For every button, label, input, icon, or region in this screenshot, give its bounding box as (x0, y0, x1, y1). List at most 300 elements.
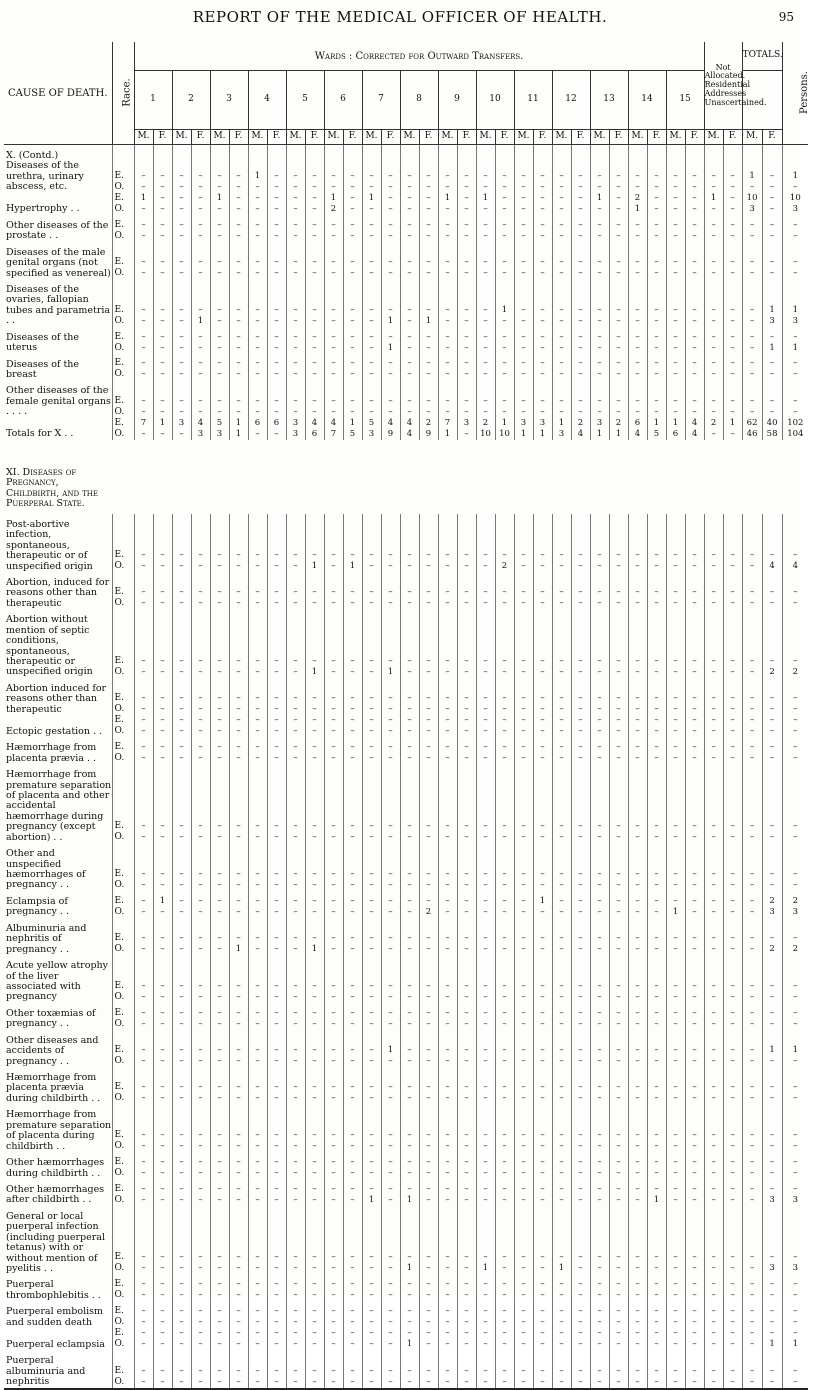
count-value: – (141, 980, 146, 991)
count-cell (343, 354, 362, 381)
count-value: 1 (672, 906, 679, 917)
count-value: – (692, 1328, 697, 1339)
count-value: – (711, 655, 716, 666)
count-value: – (730, 742, 735, 753)
count-cell (229, 145, 248, 193)
count-value: – (692, 753, 697, 764)
count-value: – (179, 1194, 184, 1205)
count-value: – (597, 1007, 602, 1018)
count-cell (191, 354, 210, 381)
count-value: – (255, 1306, 260, 1317)
count-cell (647, 1003, 666, 1030)
count-cell (514, 1274, 533, 1301)
count-value: – (749, 1376, 755, 1387)
count-value: 1 (406, 1263, 413, 1274)
count-value: 1 (368, 192, 375, 203)
count-cell (286, 843, 305, 891)
count-value: – (483, 879, 488, 890)
count-value: – (407, 560, 412, 571)
count-value: – (483, 331, 488, 342)
count-value: – (160, 267, 165, 278)
count-cell (400, 354, 419, 381)
count-value: – (540, 549, 545, 560)
persons-cell (782, 1152, 808, 1179)
count-value: – (616, 879, 621, 890)
count-value: – (730, 1183, 735, 1194)
race-codes (112, 843, 134, 891)
count-cell (248, 145, 267, 193)
count-value: – (445, 1328, 450, 1339)
count-cell (362, 1067, 381, 1104)
count-value: – (217, 1082, 222, 1093)
count-value: – (141, 315, 146, 326)
count-value: – (464, 715, 469, 726)
count-cell (476, 1003, 495, 1030)
count-value: – (141, 256, 146, 267)
count-cell (400, 843, 419, 891)
count-cell (704, 242, 723, 279)
count-value: – (692, 560, 697, 571)
count-cell (229, 891, 248, 918)
count-value: – (141, 1018, 146, 1029)
count-cell (533, 1152, 552, 1179)
cause-label-text: Hypertrophy . . (6, 203, 80, 215)
count-value: – (483, 395, 488, 406)
count-value: – (350, 358, 355, 369)
count-value: – (559, 331, 564, 342)
count-value: – (274, 879, 279, 890)
count-value: – (769, 1279, 775, 1290)
count-value: – (730, 1167, 735, 1178)
cause-label (4, 955, 112, 1003)
count-value: 2 (330, 203, 337, 214)
count-value: 5 (653, 428, 660, 439)
count-value: – (350, 895, 355, 906)
count-cell (723, 1206, 742, 1275)
count-cell (609, 678, 628, 715)
count-value: 2 (482, 417, 489, 428)
count-cell (172, 1179, 191, 1206)
count-value: – (236, 753, 241, 764)
count-cell (723, 1030, 742, 1067)
count-value: – (635, 655, 640, 666)
count-value: – (540, 587, 545, 598)
count-value: – (198, 230, 203, 241)
count-cell (552, 1104, 571, 1152)
count-cell (362, 891, 381, 918)
count-cell (286, 955, 305, 1003)
count-value: – (350, 944, 355, 955)
count-value: – (730, 406, 735, 417)
count-value: – (597, 1328, 602, 1339)
count-value: – (521, 304, 526, 315)
count-cell (647, 193, 666, 215)
count-value: – (407, 1018, 412, 1029)
count-value: – (521, 655, 526, 666)
count-cell (248, 678, 267, 715)
count-value: – (635, 1018, 640, 1029)
count-cell (495, 1067, 514, 1104)
race-codes (112, 242, 134, 279)
count-value: – (711, 666, 716, 677)
count-cell (153, 145, 172, 193)
count-cell (571, 1301, 590, 1328)
count-cell (457, 514, 476, 572)
race-codes (112, 418, 134, 440)
count-cell (210, 242, 229, 279)
count-value: – (749, 933, 755, 944)
count-cell (628, 354, 647, 381)
count-cell (286, 1301, 305, 1328)
count-value: – (540, 560, 545, 571)
count-value: – (293, 1167, 298, 1178)
count-value: – (293, 1056, 298, 1066)
count-value: – (236, 906, 241, 917)
count-cell (495, 715, 514, 737)
count-value: – (730, 666, 735, 677)
count-value: – (540, 1167, 545, 1178)
count-value: – (692, 1007, 697, 1018)
count-value: – (445, 693, 450, 704)
count-cell (590, 279, 609, 327)
count-value: – (654, 598, 659, 609)
count-cell (647, 215, 666, 242)
count-cell (324, 1274, 343, 1301)
count-value: – (793, 1082, 798, 1093)
count-value: – (692, 1365, 697, 1376)
count-cell (267, 678, 286, 715)
count-value: – (369, 742, 374, 753)
race-codes (112, 737, 134, 764)
count-cell (533, 1206, 552, 1275)
table-row (4, 955, 808, 1003)
cause-label (4, 1350, 112, 1388)
count-value: – (730, 1306, 735, 1317)
count-cell (286, 609, 305, 678)
count-value: – (521, 1263, 526, 1274)
count-value: – (369, 726, 374, 737)
count-cell (514, 193, 533, 215)
count-cell (609, 145, 628, 193)
count-value: – (369, 753, 374, 764)
count-value: – (521, 219, 526, 230)
count-value: – (388, 980, 393, 991)
count-cell (362, 572, 381, 609)
cause-label-text: Puerperal albuminuria and nephritis (6, 1355, 86, 1388)
count-value: – (692, 1339, 697, 1350)
count-cell (419, 242, 438, 279)
count-cell (305, 1104, 324, 1152)
count-cell (267, 1030, 286, 1067)
count-value: – (769, 587, 775, 598)
count-value: – (749, 331, 755, 342)
count-value: – (578, 1183, 583, 1194)
count-value: – (255, 1082, 260, 1093)
ward-6-header: 6 (324, 71, 362, 130)
count-cell (153, 279, 172, 327)
count-value: – (160, 369, 165, 380)
count-value: – (274, 821, 279, 832)
count-value: – (635, 587, 640, 598)
count-value: – (426, 549, 431, 560)
count-cell (191, 215, 210, 242)
count-cell (552, 678, 571, 715)
female-column-header: F. (191, 130, 210, 145)
count-value: – (749, 868, 755, 879)
count-value: – (217, 693, 222, 704)
count-value: – (483, 906, 488, 917)
count-value: – (274, 693, 279, 704)
race-code: E. (114, 1365, 124, 1376)
race-code: O. (114, 1141, 125, 1152)
count-cell (762, 380, 782, 417)
count-value: – (217, 369, 222, 380)
count-cell (495, 1179, 514, 1206)
count-value: – (540, 342, 545, 353)
count-cell (305, 891, 324, 918)
count-value: – (769, 170, 775, 181)
count-cell (762, 1104, 782, 1152)
count-cell (704, 1206, 723, 1275)
count-value: – (217, 230, 222, 241)
count-value: 1 (444, 428, 451, 439)
cause-label-text: Abortion without mention of septic conditions, spontaneous, therapeutic or unspecified origin (6, 614, 93, 678)
count-cell (666, 843, 685, 891)
count-value: – (350, 369, 355, 380)
count-cell (666, 891, 685, 918)
count-value: – (388, 715, 393, 726)
count-cell (286, 380, 305, 417)
count-value: – (141, 219, 146, 230)
count-value: – (426, 944, 431, 955)
count-cell (723, 843, 742, 891)
count-value: – (179, 1183, 184, 1194)
count-value: – (559, 1082, 564, 1093)
count-cell (533, 418, 552, 440)
count-value: – (578, 1056, 583, 1066)
count-value: – (635, 1194, 640, 1205)
count-cell (153, 1328, 172, 1350)
count-cell (628, 215, 647, 242)
count-cell (153, 514, 172, 572)
cause-label (4, 215, 112, 242)
count-value: – (692, 219, 697, 230)
count-value: – (426, 726, 431, 737)
count-cell (628, 918, 647, 955)
count-cell (438, 145, 457, 193)
count-value: – (483, 655, 488, 666)
count-value: – (198, 587, 203, 598)
count-value: – (559, 1328, 564, 1339)
count-value: – (426, 304, 431, 315)
count-value: – (597, 1018, 602, 1029)
count-value: – (274, 895, 279, 906)
table-row (4, 715, 808, 737)
count-value: – (141, 1130, 146, 1141)
count-cell (210, 145, 229, 193)
race-code: O. (114, 406, 125, 417)
count-value: – (179, 906, 184, 917)
count-value: – (217, 753, 222, 764)
count-value: – (616, 1306, 621, 1317)
count-cell (571, 1104, 590, 1152)
count-value: – (217, 991, 222, 1002)
count-value: – (236, 1252, 241, 1263)
count-value: – (369, 219, 374, 230)
count-value: – (502, 1306, 507, 1317)
count-value: – (179, 868, 184, 879)
count-cell (628, 380, 647, 417)
count-value: – (711, 1306, 716, 1317)
count-value: – (236, 1290, 241, 1301)
count-value: – (198, 1056, 203, 1066)
count-value: – (445, 704, 450, 715)
male-column-header: M. (324, 130, 343, 145)
count-value: – (616, 267, 621, 278)
count-value: – (369, 879, 374, 890)
count-value: 1 (520, 428, 527, 439)
count-value: – (312, 230, 317, 241)
count-value: – (654, 753, 659, 764)
count-value: – (635, 1376, 640, 1387)
count-value: – (445, 560, 450, 571)
count-value: – (673, 342, 678, 353)
count-value: 1 (349, 560, 356, 571)
count-value: – (464, 1156, 469, 1167)
count-value: – (312, 1018, 317, 1029)
count-value: – (673, 753, 678, 764)
female-column-header: F. (381, 130, 400, 145)
persons-cell (782, 737, 808, 764)
count-value: – (179, 219, 184, 230)
count-cell (305, 193, 324, 215)
count-value: – (769, 1156, 775, 1167)
count-cell (533, 1104, 552, 1152)
count-cell (153, 891, 172, 918)
count-value: – (521, 1045, 526, 1055)
count-value: – (445, 203, 450, 214)
count-cell (286, 1274, 305, 1301)
persons-cell (782, 193, 808, 215)
section-title (4, 440, 808, 514)
count-value: 3 (769, 906, 775, 917)
table-body (4, 145, 808, 1389)
count-cell (666, 918, 685, 955)
count-cell (343, 279, 362, 327)
count-cell (248, 514, 267, 572)
count-value: – (730, 219, 735, 230)
count-value: – (445, 587, 450, 598)
count-cell (400, 242, 419, 279)
count-cell (153, 1030, 172, 1067)
count-value: 1 (769, 304, 775, 315)
count-value: 6 (634, 417, 641, 428)
count-cell (495, 215, 514, 242)
count-value: – (255, 1252, 260, 1263)
count-value: – (578, 192, 583, 203)
count-value: – (635, 832, 640, 843)
count-value: – (312, 1365, 317, 1376)
count-value: – (426, 1045, 431, 1055)
count-cell (552, 354, 571, 381)
count-value: – (769, 1306, 775, 1317)
count-value: – (445, 895, 450, 906)
count-value: – (483, 1279, 488, 1290)
race-code: O. (114, 704, 125, 715)
cause-label-text: Other hæmorrhages after childbirth . . (6, 1183, 105, 1206)
count-value: – (635, 406, 640, 417)
count-value: – (673, 1290, 678, 1301)
count-value: – (540, 742, 545, 753)
count-cell (248, 891, 267, 918)
count-cell (647, 1350, 666, 1388)
count-value: – (635, 715, 640, 726)
count-value: 1 (482, 1263, 489, 1274)
count-value: – (749, 1306, 755, 1317)
count-cell (172, 1030, 191, 1067)
count-value: – (369, 587, 374, 598)
count-value: 2 (501, 560, 508, 571)
count-value: – (179, 944, 184, 955)
count-value: – (540, 315, 545, 326)
count-value: – (749, 342, 755, 353)
race-code: O. (114, 1018, 125, 1029)
cause-label (4, 918, 112, 955)
race-code: O. (114, 203, 125, 214)
count-cell (685, 242, 704, 279)
count-cell (381, 572, 400, 609)
count-cell (305, 737, 324, 764)
count-value: – (312, 304, 317, 315)
count-value: 3 (558, 428, 565, 439)
count-cell (210, 193, 229, 215)
count-cell (134, 955, 153, 1003)
count-value: – (464, 906, 469, 917)
count-value: – (464, 1018, 469, 1029)
count-value: – (445, 1007, 450, 1018)
count-value: – (274, 304, 279, 315)
count-value: – (293, 715, 298, 726)
count-cell (210, 380, 229, 417)
count-value: – (350, 906, 355, 917)
count-cell (609, 279, 628, 327)
count-cell (153, 215, 172, 242)
count-cell (609, 1328, 628, 1350)
count-value: – (502, 170, 507, 181)
count-value: – (502, 358, 507, 369)
count-cell (400, 1003, 419, 1030)
count-cell (514, 1206, 533, 1275)
count-value: – (350, 1290, 355, 1301)
count-value: – (559, 203, 564, 214)
count-value: – (217, 1263, 222, 1274)
count-cell (438, 715, 457, 737)
count-value: – (654, 1045, 659, 1055)
count-cell (628, 1003, 647, 1030)
count-value: – (793, 1018, 798, 1029)
count-value: – (141, 230, 146, 241)
count-value: – (793, 267, 798, 278)
count-value: – (635, 1045, 640, 1055)
count-cell (286, 918, 305, 955)
count-value: – (350, 1306, 355, 1317)
count-value: – (217, 1156, 222, 1167)
count-cell (723, 1350, 742, 1388)
count-cell (533, 891, 552, 918)
count-value: – (616, 715, 621, 726)
count-value: – (749, 1263, 755, 1274)
count-cell (666, 737, 685, 764)
